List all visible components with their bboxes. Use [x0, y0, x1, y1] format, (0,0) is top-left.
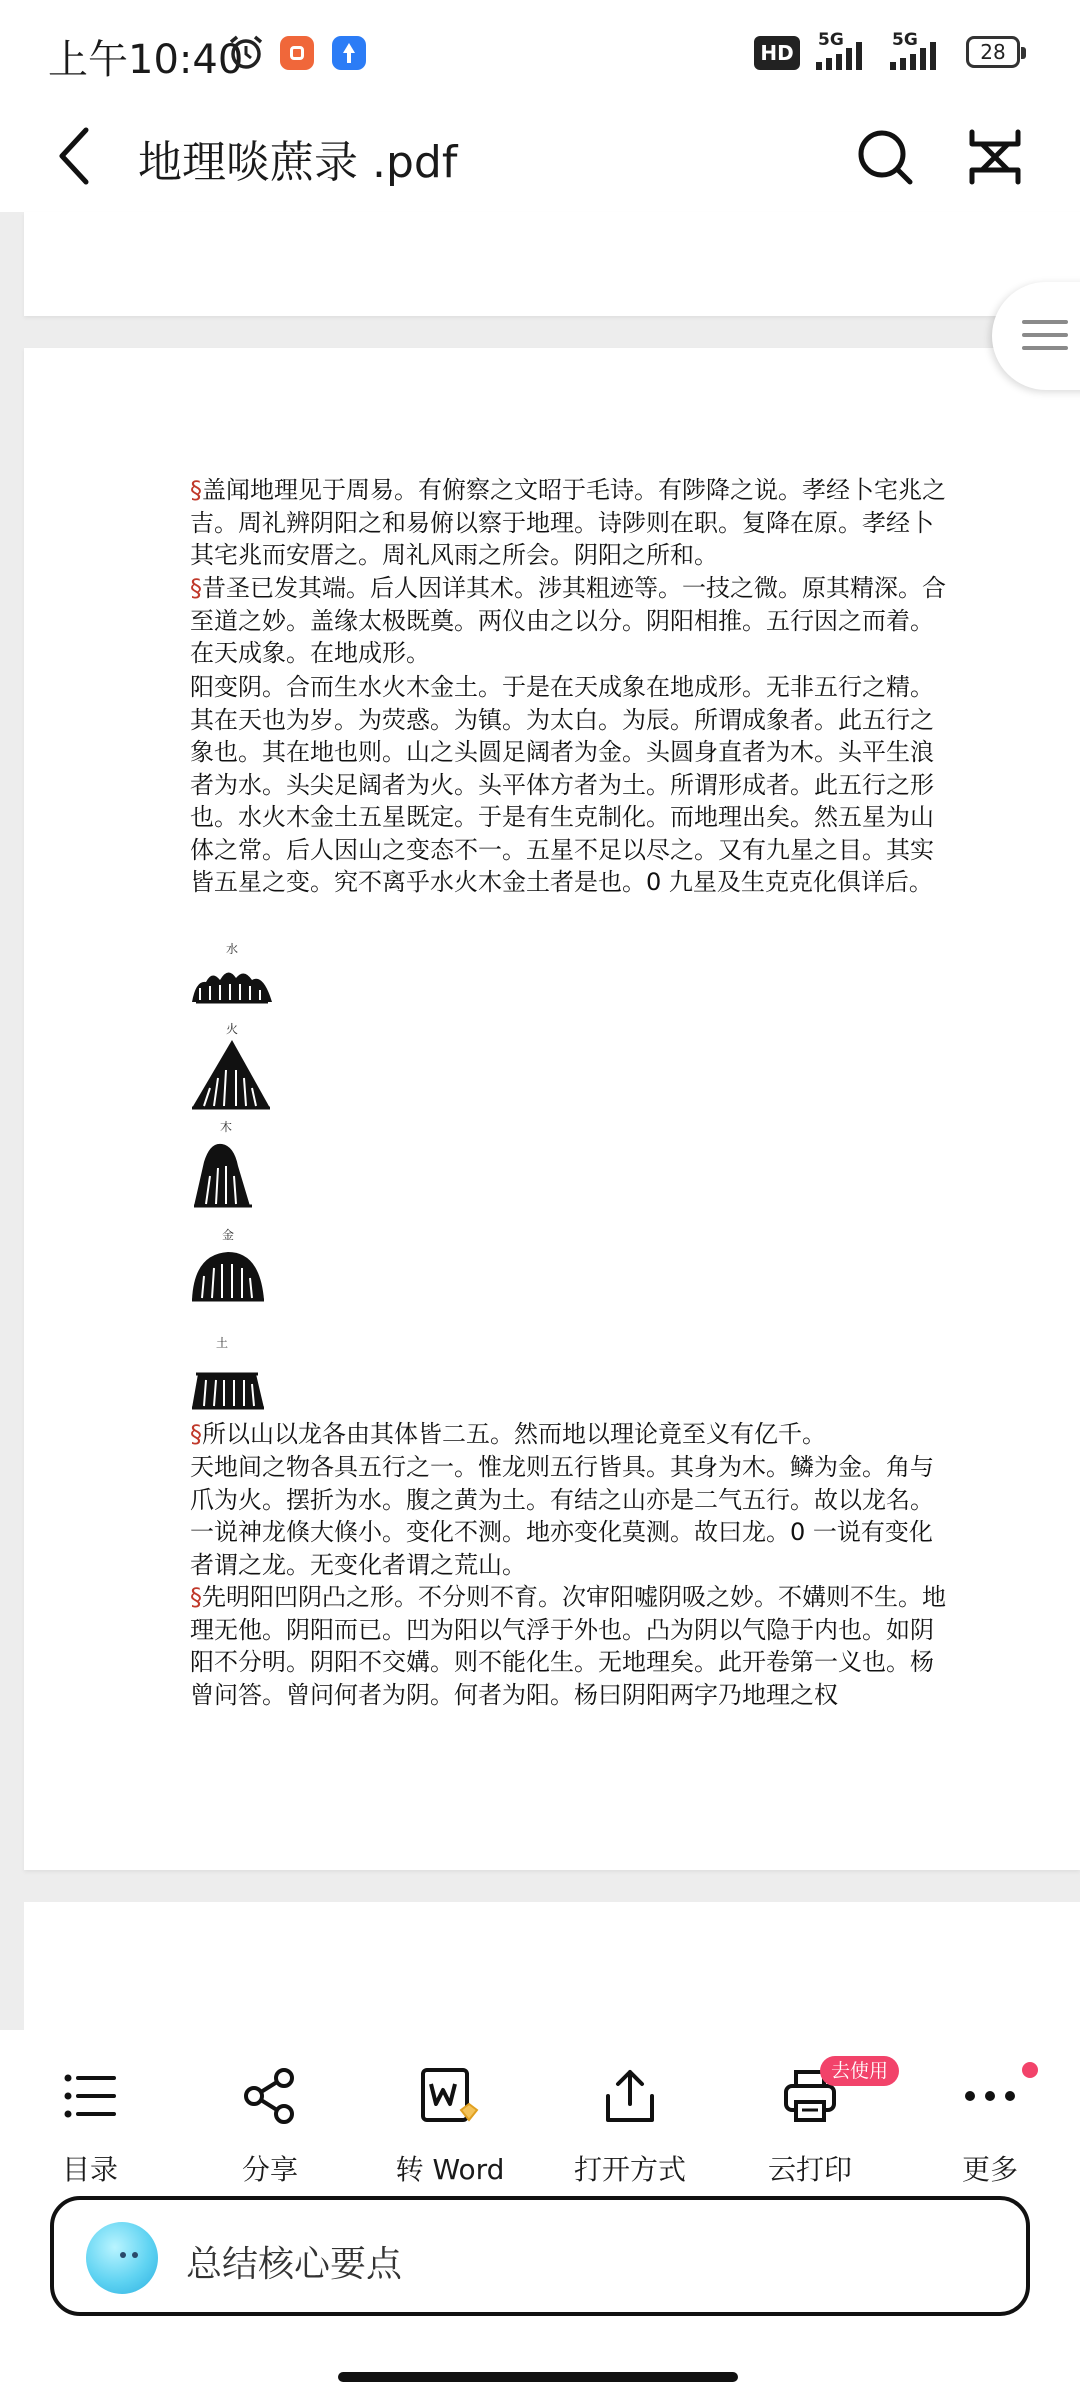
toolbar-label: 更多 [961, 2153, 1018, 2186]
try-it-badge: 去使用 [820, 2056, 899, 2086]
signal-sim2-icon: 5G [886, 32, 948, 72]
document-paragraph [190, 1581, 950, 1711]
document-paragraph [190, 1418, 950, 1451]
toolbar-label: 云打印 [767, 2153, 852, 2186]
notification-dot [1022, 2062, 1038, 2078]
share-button[interactable] [200, 2050, 340, 2200]
upload-notification-icon [332, 36, 366, 70]
toolbar-label: 转 Word [395, 2153, 505, 2186]
previous-page [24, 212, 1080, 316]
battery-icon: 28 [966, 36, 1020, 68]
toolbar-label: 目录 [61, 2153, 118, 2186]
document-paragraph [190, 1451, 950, 1581]
search-button[interactable] [850, 122, 920, 192]
open-with-icon [600, 2066, 660, 2126]
home-indicator[interactable] [338, 2372, 738, 2382]
table-of-contents-button[interactable] [20, 2050, 160, 2200]
document-paragraph [190, 671, 950, 899]
ai-prompt-text: 总结核心要点 [186, 2244, 403, 2285]
list-icon [60, 2066, 120, 2126]
paragraph-text: 先明阳凹阴凸之形。不分则不育。次审阳嘘阴吸之妙。不媾则不生。地理无他。阴阳而已。凹为阳以气浮于外也。凸为阴以气隐于内也。如阴阳不分明。阴阳不交媾。则不能化生。无地理矣。此开卷第一义也。杨曾问答。曾问何者为阴。何者为阳。杨曰阴阳两字乃地理之权 [190, 1583, 946, 1709]
ai-summary-prompt-button[interactable] [50, 2196, 1030, 2316]
convert-word-icon [419, 2066, 481, 2126]
section-mark: § [190, 1583, 202, 1611]
toolbar-label: 分享 [241, 2153, 298, 2186]
document-title: 地理啖蔗录 .pdf [138, 137, 458, 188]
open-with-button[interactable] [560, 2050, 700, 2200]
cloud-print-button[interactable] [740, 2050, 889, 2200]
app-root: 上午10:40 HD 5G 5G 28 地理啖蔗录 .pdf §盖闻地理见于周易。有俯察之文昭于毛诗。有陟降之说。孝经卜宅兆之吉。周礼辨阴阳之和易俯以察于地理。诗陟则在职。复降在原。孝经卜其宅兆而安厝之。周礼风雨之所会。阴阳之所和。 §昔圣已发其端。后人因详其术。涉其粗迹等。一技之微。原其精深。合至道之妙。盖缘太极既奠。两仪由之以分。阴阳相推。五行因之而着。在天成象。在地成形。 阳变阴。合而生水火木金土。于是在天成象在地成形。无非五行之精。其在天也为岁。为荧惑。为镇。为太白。为辰。所谓成象者。此五行之象也。其在地也则。山之头圆足阔者为金。头圆身直者为木。头平生浪者为水。头尖足阔者为火。头平体方者为土。所谓形成者。此五行之形也。水火木金土五星既定。于是有生克制化。而地理出矣。然五星为山体之常。后人因山之变态不一。五星不足以尽之。又有九星之目。其实皆五星之变。究不离乎水火木金土者是也。0 九星及生克克化俱详后。 水 火 木 金 土 §所以山以龙各由其体皆二五。然而地以理论竟至义有亿千。 天地间之物各具五行之一。惟龙则五行皆具。其身为木。鳞为金。角与爪为火。摆折为水。腹之黄为土。有结之山亦是二气五行。故以龙名。一说神龙倏大倏小。变化不测。地亦变化莫测。故曰龙。0 一说有变化者谓之龙。无变化者谓之荒山。 §先明阳凹阴凸之形。不分则不育。次审阳嘘阴吸之妙。不媾则不生。地理无他。阴阳而已。凹为阳以气浮于外也。凸为阴以气隐于内也。如阴阳不分明。阴阳不交媾。则不能化生。无地理矣。此开卷第一义也。杨曾问答。曾问何者为阴。何者为阳。杨曰阴阳两字乃地理之权 目录 分享 转 Word 打开方式 去使用 云打印 更多 总结核心要点 [0, 0, 1080, 2400]
toolbar-label: 打开方式 [573, 2153, 686, 2186]
paragraph-text: 阳变阴。合而生水火木金土。于是在天成象在地成形。无非五行之精。其在天也为岁。为荧惑。为镇。为太白。为辰。所谓成象者。此五行之象也。其在地也则。山之头圆足阔者为金。头圆身直者为木。头平生浪者为水。头尖足阔者为火。头平体方者为土。所谓形成者。此五行之形也。水火木金土五星既定。于是有生克制化。而地理出矣。然五星为山体之常。后人因山之变态不一。五星不足以尽之。又有九星之目。其实皆五星之变。究不离乎水火木金土者是也。0 九星及生克克化俱详后。 [190, 673, 934, 896]
back-button[interactable] [40, 118, 116, 194]
status-time: 上午10:40 [48, 37, 244, 83]
top-nav-bar [0, 100, 1080, 212]
convert-to-word-button[interactable] [380, 2050, 520, 2200]
document-paragraph [190, 474, 950, 572]
paragraph-text: 盖闻地理见于周易。有俯察之文昭于毛诗。有陟降之说。孝经卜宅兆之吉。周礼辨阴阳之和易俯以察于地理。诗陟则在职。复降在原。孝经卜其宅兆而安厝之。周礼风雨之所会。阴阳之所和。 [190, 476, 946, 569]
paragraph-text: 天地间之物各具五行之一。惟龙则五行皆具。其身为木。鳞为金。角与爪为火。摆折为水。腹之黄为土。有结之山亦是二气五行。故以龙名。一说神龙倏大倏小。变化不测。地亦变化莫测。故曰龙。0 一说有变化者谓之龙。无变化者谓之荒山。 [190, 1453, 934, 1579]
mi-app-notification-icon [280, 36, 314, 70]
more-icon [960, 2066, 1020, 2126]
hd-voice-icon: HD [754, 36, 800, 70]
next-page [24, 1902, 1080, 2042]
more-button[interactable] [920, 2050, 1060, 2200]
share-icon [240, 2066, 300, 2126]
signal-sim1-icon: 5G [812, 32, 874, 72]
alarm-icon [226, 32, 266, 72]
menu-lines-icon [1022, 320, 1068, 359]
section-mark: § [190, 476, 202, 504]
section-mark: § [190, 1420, 202, 1448]
ai-assistant-avatar-icon [86, 2222, 158, 2294]
section-mark: § [190, 574, 202, 602]
reading-mode-button[interactable] [960, 122, 1030, 192]
paragraph-text: 昔圣已发其端。后人因详其术。涉其粗迹等。一技之微。原其精深。合至道之妙。盖缘太极既奠。两仪由之以分。阴阳相推。五行因之而着。在天成象。在地成形。 [190, 574, 946, 667]
status-bar [0, 0, 1080, 100]
paragraph-text: 所以山以龙各由其体皆二五。然而地以理论竟至义有亿千。 [202, 1420, 826, 1448]
document-paragraph [190, 572, 950, 670]
